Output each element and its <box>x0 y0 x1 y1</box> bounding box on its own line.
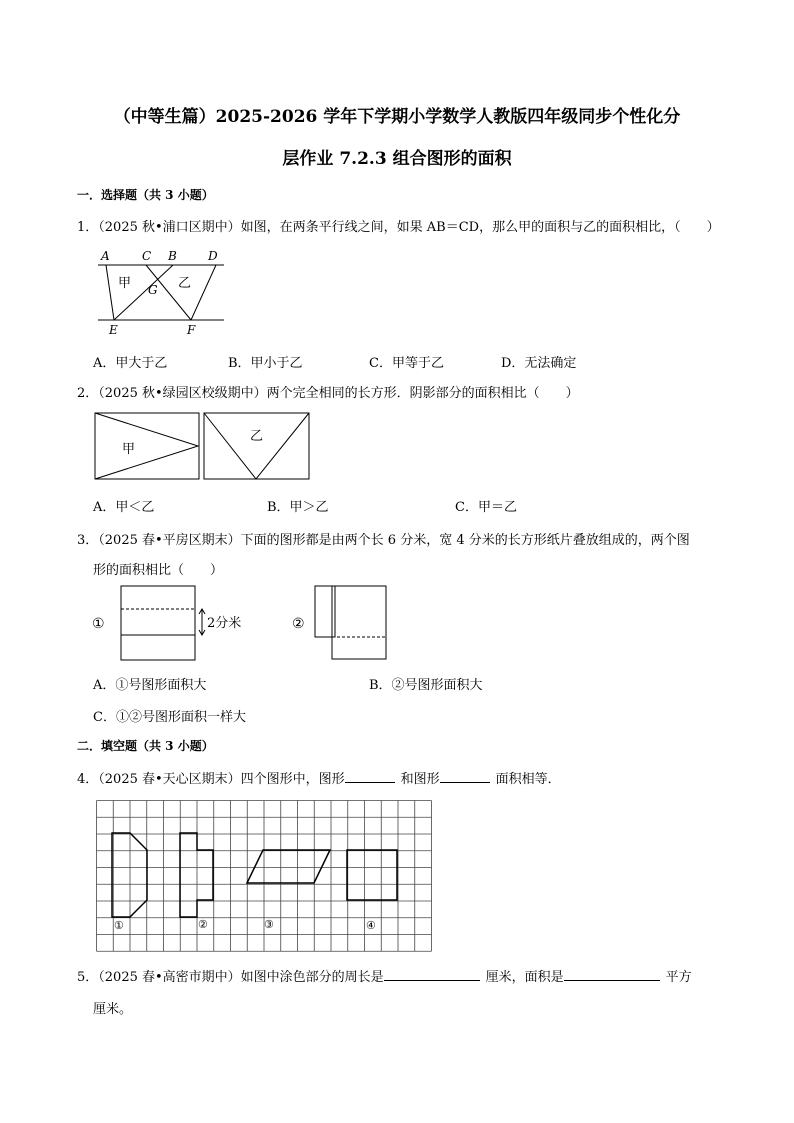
shape-one <box>112 833 147 917</box>
label-b: B <box>168 249 177 263</box>
rectangle-yi <box>204 413 309 479</box>
label-g: G <box>148 283 158 297</box>
segment-ae <box>106 265 114 320</box>
q4-blank-1[interactable] <box>345 768 395 783</box>
label-shape-three: ③ <box>264 918 274 931</box>
question-3-figure <box>88 584 398 664</box>
segment-be <box>114 265 173 320</box>
q1-option-c: C．甲等于乙 <box>369 356 444 371</box>
question-3-text-line1: 3．（2025 春•平房区期末）下面的图形都是由两个长 6 分米，宽 4 分米的长方形纸片叠放组成的，两个图 <box>77 533 690 548</box>
q3-option-a: A．①号图形面积大 <box>93 678 207 693</box>
label-c: C <box>142 249 152 263</box>
label-dimension: 2分米 <box>207 616 242 631</box>
rectangle-jia <box>95 413 199 479</box>
label-a: A <box>101 249 110 263</box>
q4-text-b: 和图形 <box>400 772 440 787</box>
triangle-jia <box>95 413 198 479</box>
label-d: D <box>208 249 218 263</box>
label-f: F <box>187 323 196 337</box>
section-heading-choice: 一．选择题（共 3 小题） <box>77 188 214 202</box>
q2-option-a: A．甲＜乙 <box>93 500 155 515</box>
label-jia: 甲 <box>118 276 132 291</box>
segment-df <box>191 265 216 320</box>
q4-text-a: 4．（2025 春•天心区期末）四个图形中，图形 <box>77 772 345 787</box>
label-yi: 乙 <box>250 429 264 444</box>
q1-option-d: D．无法确定 <box>501 356 577 371</box>
q4-blank-2[interactable] <box>440 768 490 783</box>
figure-two-main-rect <box>332 586 386 659</box>
question-2-figure <box>94 412 314 482</box>
q3-option-b: B．②号图形面积大 <box>369 678 483 693</box>
label-yi: 乙 <box>178 276 192 291</box>
q1-option-b: B．甲小于乙 <box>228 356 303 371</box>
shape-four <box>347 850 397 900</box>
question-1-text: 1．（2025 秋•浦口区期中）如图，在两条平行线之间，如果 AB＝CD，那么甲的面积与乙的面积相比，（ ） <box>77 220 720 235</box>
q5-text-b: 厘米，面积是 <box>485 970 564 985</box>
question-2-text: 2．（2025 秋•绿园区校级期中）两个完全相同的长方形．阴影部分的面积相比（ ） <box>77 386 579 401</box>
q5-text-a: 5．（2025 春•高密市期中）如图中涂色部分的周长是 <box>77 970 384 985</box>
q3-option-c: C．①②号图形面积一样大 <box>93 710 246 725</box>
shape-three <box>247 850 330 883</box>
question-5-text-line1 <box>77 966 692 985</box>
shape-two <box>180 833 213 917</box>
q4-text-c: 面积相等． <box>495 772 561 787</box>
page-title-line2: 层作业 7.2.3 组合图形的面积 <box>282 149 512 169</box>
q5-blank-perimeter[interactable] <box>384 966 480 981</box>
q1-option-a: A．甲大于乙 <box>93 356 168 371</box>
question-5-text-line2: 厘米。 <box>93 1002 133 1017</box>
question-4-text <box>77 768 561 787</box>
question-1-figure <box>90 246 230 340</box>
label-shape-four: ④ <box>366 919 376 932</box>
label-e: E <box>109 323 118 337</box>
label-one: ① <box>92 616 105 632</box>
q2-option-b: B．甲＞乙 <box>267 500 329 515</box>
question-4-grid-figure <box>96 800 434 954</box>
label-jia: 甲 <box>122 442 136 457</box>
label-shape-two: ② <box>198 918 208 931</box>
q5-text-c: 平方 <box>665 970 692 985</box>
page-title-line1: （中等生篇）2025-2026 学年下学期小学数学人教版四年级同步个性化分 <box>113 107 681 127</box>
label-two: ② <box>292 616 305 632</box>
label-shape-one: ① <box>114 919 124 932</box>
figure-one-outline <box>121 586 195 660</box>
q5-blank-area[interactable] <box>564 966 660 981</box>
question-3-text-line2: 形的面积相比（ ） <box>93 563 224 578</box>
section-heading-fill: 二．填空题（共 3 小题） <box>77 739 214 753</box>
triangle-yi <box>204 413 309 479</box>
q2-option-c: C．甲＝乙 <box>455 500 517 515</box>
